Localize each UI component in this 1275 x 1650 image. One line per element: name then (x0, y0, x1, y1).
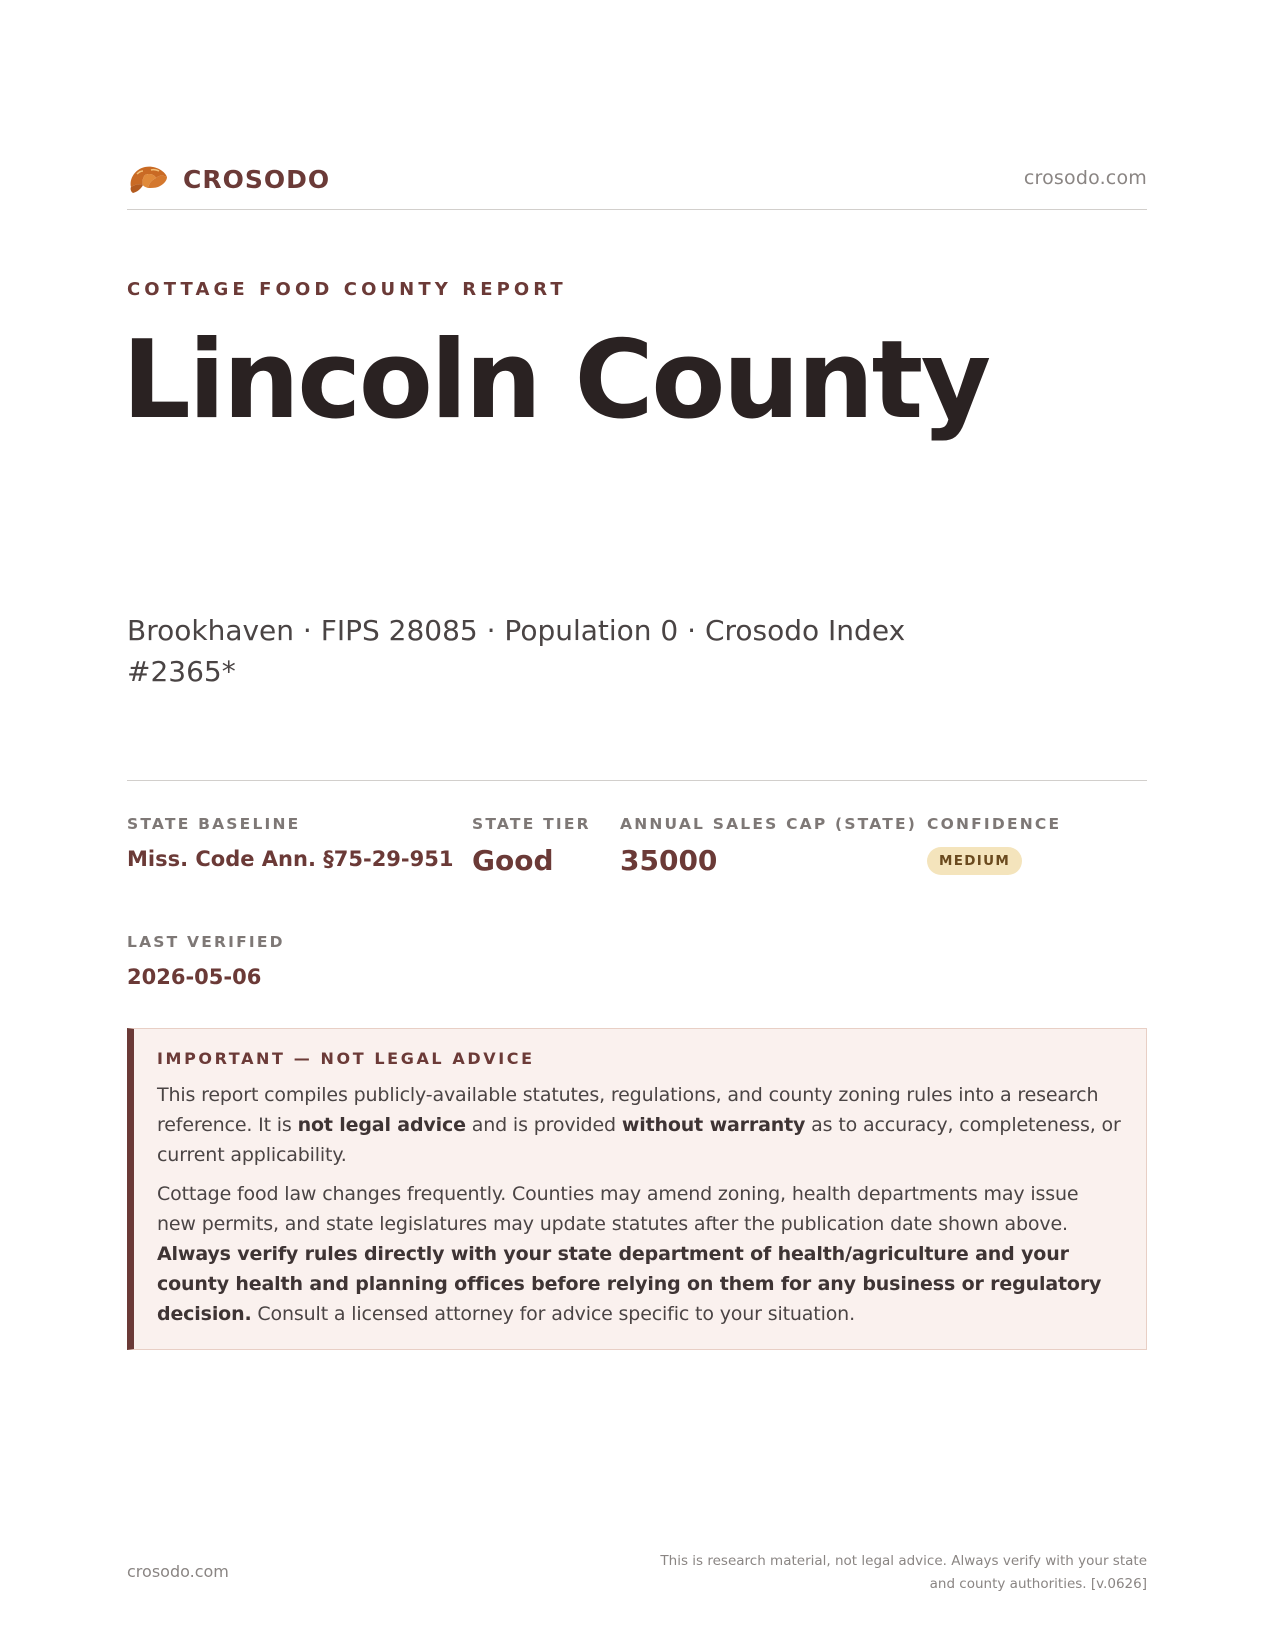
fact-value: 35000 (620, 844, 718, 877)
header-url[interactable]: crosodo.com (1023, 167, 1147, 189)
notice-emphasis: Always verify rules directly with your state department of health/agriculture and your county health and planning offices before relying on them for any business or regulatory decision. (157, 1243, 1102, 1325)
notice-paragraph (157, 1080, 1122, 1170)
notice-emphasis: not legal advice (297, 1114, 466, 1136)
fact-value: Miss. Code Ann. §75-29-951 (127, 847, 454, 871)
fact-confidence (927, 815, 1061, 875)
footer-disclaimer-line: This is research material, not legal advice. Always verify with your state (660, 1553, 1147, 1569)
fact-last-verified (127, 933, 285, 989)
notice-text: as to accuracy, completeness, or current applicability. (157, 1114, 1121, 1166)
brand[interactable] (127, 161, 330, 197)
notice-text: This report compiles publicly-available statutes, regulations, and county zoning rules into a research reference. It is (157, 1084, 1099, 1136)
notice-text: Cottage food law changes frequently. Counties may amend zoning, health departments may issue new permits, and state legislatures may update statutes after the publication date shown above. (157, 1183, 1079, 1235)
fact-state-tier (472, 815, 591, 877)
footer-url[interactable]: crosodo.com (127, 1562, 229, 1581)
fact-label: ANNUAL SALES CAP (STATE) (620, 815, 918, 833)
fact-label: LAST VERIFIED (127, 933, 285, 951)
fact-label: CONFIDENCE (927, 815, 1062, 833)
notice-text: Consult a licensed attorney for advice specific to your situation. (251, 1303, 855, 1325)
confidence-badge: MEDIUM (927, 847, 1022, 875)
fact-state-baseline (127, 815, 453, 871)
notice-emphasis: without warranty (621, 1114, 806, 1136)
section-divider (127, 780, 1147, 781)
fact-value: 2026-05-06 (127, 965, 262, 989)
report-eyebrow: COTTAGE FOOD COUNTY REPORT (127, 279, 567, 300)
legal-notice (127, 1028, 1147, 1350)
footer-disclaimer (627, 1550, 1147, 1596)
notice-paragraph (157, 1179, 1122, 1329)
report-subtitle: Brookhaven · FIPS 28085 · Population 0 · Crosodo Index #2365* (127, 614, 906, 688)
notice-text: and is provided (465, 1114, 622, 1136)
fact-sales-cap (620, 815, 917, 877)
page-header (127, 158, 1147, 210)
fact-value: Good (472, 844, 554, 877)
footer-disclaimer-line: and county authorities. [v.0626] (929, 1576, 1147, 1592)
notice-title: IMPORTANT — NOT LEGAL ADVICE (157, 1049, 535, 1068)
croissant-icon (127, 161, 169, 197)
fact-label: STATE TIER (472, 815, 591, 833)
fact-label: STATE BASELINE (127, 815, 301, 833)
page-title: Lincoln County (122, 318, 989, 443)
brand-name: CROSODO (183, 164, 331, 194)
